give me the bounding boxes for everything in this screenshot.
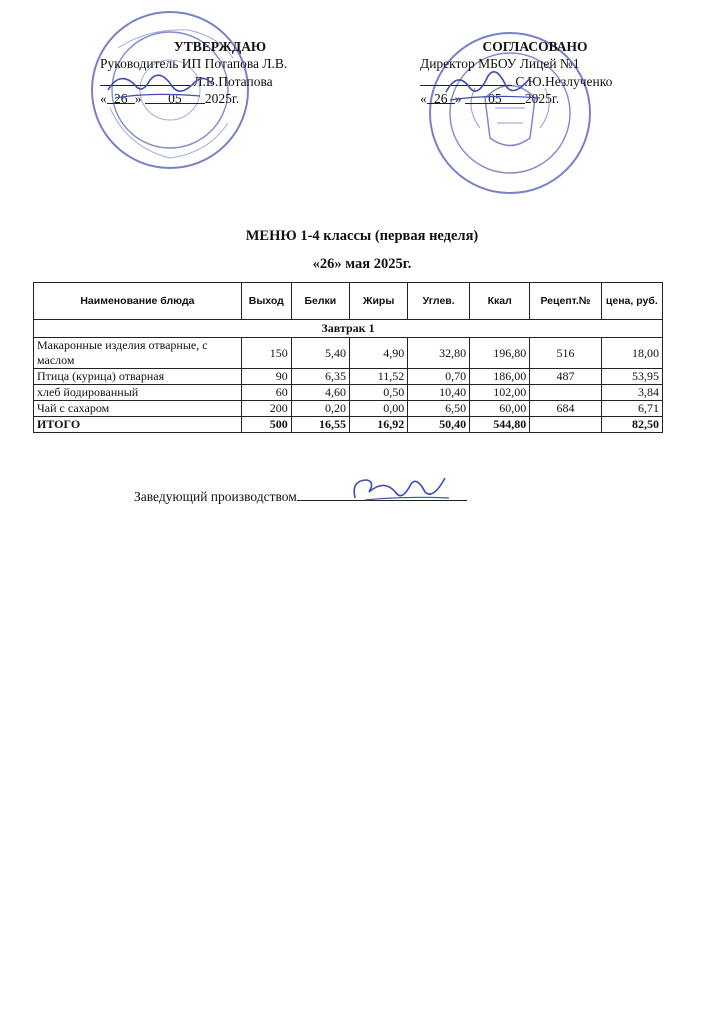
col-protein: Белки: [291, 283, 349, 320]
table-header-row: [34, 283, 663, 320]
total-label: ИТОГО: [34, 417, 242, 433]
total-fat: 16,92: [350, 417, 408, 433]
cell-recipe: 516: [530, 338, 601, 369]
cell-yield: 60: [241, 385, 291, 401]
cell-kcal: 186,00: [470, 369, 530, 385]
date-day-left: 26: [107, 90, 135, 104]
cell-carbs: 32,80: [408, 338, 470, 369]
cell-carbs: 6,50: [408, 401, 470, 417]
col-kcal: Ккал: [470, 283, 530, 320]
col-carbs: Углев.: [408, 283, 470, 320]
cell-dish: Чай с сахаром: [34, 401, 242, 417]
handwritten-signature-manager: [345, 470, 455, 510]
date-open-quote-left: «: [100, 91, 107, 106]
cell-fat: 0,00: [350, 401, 408, 417]
cell-carbs: 0,70: [408, 369, 470, 385]
cell-yield: 90: [241, 369, 291, 385]
section-row: [34, 320, 663, 338]
cell-kcal: 60,00: [470, 401, 530, 417]
cell-dish: хлеб йодированный: [34, 385, 242, 401]
cell-recipe: 684: [530, 401, 601, 417]
total-row: [34, 417, 663, 433]
total-carbs: 50,40: [408, 417, 470, 433]
approval-position-right: Директор МБОУ Лицей №1: [420, 56, 580, 71]
cell-kcal: 102,00: [470, 385, 530, 401]
col-dish-name: Наименование блюда: [34, 283, 242, 320]
date-open-quote-right: «: [420, 91, 427, 106]
cell-protein: 0,20: [291, 401, 349, 417]
total-price: 82,50: [601, 417, 662, 433]
cell-price: 6,71: [601, 401, 662, 417]
cell-dish: Макаронные изделия отварные, с маслом: [34, 338, 242, 369]
approval-name-left: Л.В.Потапова: [193, 74, 273, 89]
cell-carbs: 10,40: [408, 385, 470, 401]
signature-label: Заведующий производством: [134, 489, 297, 504]
total-protein: 16,55: [291, 417, 349, 433]
cell-protein: 6,35: [291, 369, 349, 385]
cell-protein: 4,60: [291, 385, 349, 401]
col-recipe: Рецепт.№: [530, 283, 601, 320]
cell-protein: 5,40: [291, 338, 349, 369]
date-year-right: 2025г.: [524, 91, 560, 106]
cell-price: 18,00: [601, 338, 662, 369]
cell-recipe: 487: [530, 369, 601, 385]
date-month-left: 05: [145, 90, 205, 104]
total-yield: 500: [241, 417, 291, 433]
table-row: [34, 401, 663, 417]
date-day-right: 26: [427, 90, 455, 104]
cell-yield: 200: [241, 401, 291, 417]
cell-fat: 11,52: [350, 369, 408, 385]
total-kcal: 544,80: [470, 417, 530, 433]
total-recipe: [530, 417, 601, 433]
section-label: Завтрак 1: [34, 320, 663, 338]
handwritten-signature-left: [100, 60, 220, 110]
date-close-quote-right: »: [454, 91, 462, 106]
col-price: цена, руб.: [601, 283, 662, 320]
date-close-quote-left: »: [134, 91, 142, 106]
cell-price: 53,95: [601, 369, 662, 385]
cell-fat: 4,90: [350, 338, 408, 369]
cell-kcal: 196,80: [470, 338, 530, 369]
table-row: [34, 369, 663, 385]
approval-position-left: Руководитель ИП Потапова Л.В.: [100, 56, 288, 71]
menu-table: [33, 282, 663, 433]
col-yield: Выход: [241, 283, 291, 320]
table-row: [34, 338, 663, 369]
handwritten-signature-right: [440, 58, 550, 108]
cell-price: 3,84: [601, 385, 662, 401]
date-month-right: 05: [465, 90, 525, 104]
cell-yield: 150: [241, 338, 291, 369]
cell-recipe: [530, 385, 601, 401]
col-fat: Жиры: [350, 283, 408, 320]
menu-title: МЕНЮ 1-4 классы (первая неделя): [245, 228, 479, 244]
approval-heading-right: СОГЛАСОВАНО: [482, 39, 588, 54]
approval-heading-left: УТВЕРЖДАЮ: [173, 39, 267, 54]
cell-fat: 0,50: [350, 385, 408, 401]
approval-name-right: С.Ю.Незлученко: [515, 74, 613, 89]
menu-date: «26» мая 2025г.: [312, 256, 412, 272]
cell-dish: Птица (курица) отварная: [34, 369, 242, 385]
date-year-left: 2025г.: [204, 91, 240, 106]
table-row: [34, 385, 663, 401]
